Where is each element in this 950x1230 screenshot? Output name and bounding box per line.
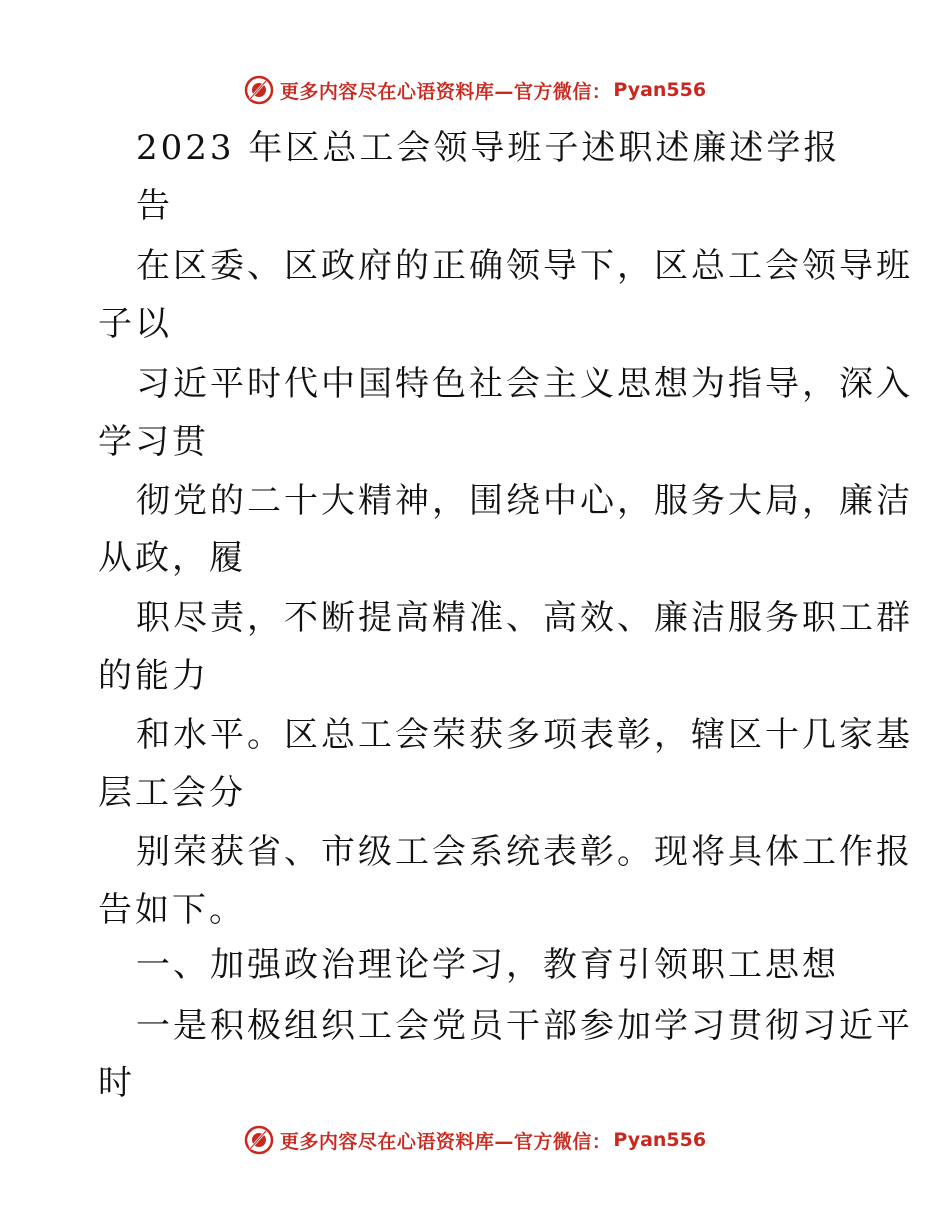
paragraph-line: 习近平时代中国特色社会主义思想为指导，深入: [136, 364, 913, 404]
logo-icon: [244, 1125, 274, 1155]
header-banner: [0, 70, 950, 110]
paragraph-line: 子以: [98, 304, 172, 344]
footer-banner: [0, 1120, 950, 1160]
footer-banner-text: 更多内容尽在心语资料库—官方微信：: [279, 1130, 612, 1153]
header-banner-text: 更多内容尽在心语资料库—官方微信：: [279, 80, 612, 103]
paragraph-line: 彻党的二十大精神，围绕中心，服务大局，廉洁: [136, 481, 913, 521]
paragraph-line: 告如下。: [98, 890, 246, 930]
paragraph-line: 在区委、区政府的正确领导下，区总工会领导班: [136, 246, 913, 286]
paragraph-line: 从政，履: [98, 538, 246, 578]
header-wechat-id: Pyan556: [613, 79, 707, 101]
document-title-line-1: 2023 年区总工会领导班子述职述廉述学报: [136, 128, 841, 168]
paragraph-line: 一是积极组织工会党员干部参加学习贯彻习近平: [136, 1006, 913, 1046]
section-heading: 一、加强政治理论学习，教育引领职工思想: [136, 945, 839, 985]
logo-icon: [244, 75, 274, 105]
footer-wechat-id: Pyan556: [613, 1129, 707, 1151]
paragraph-line: 别荣获省、市级工会系统表彰。现将具体工作报: [136, 832, 913, 872]
paragraph-line: 层工会分: [98, 773, 246, 813]
paragraph-line: 职尽责，不断提高精准、高效、廉洁服务职工群: [136, 598, 913, 638]
paragraph-line: 和水平。区总工会荣获多项表彰，辖区十几家基: [136, 715, 913, 755]
paragraph-line: 时: [98, 1063, 135, 1103]
document-title-line-2: 告: [136, 186, 173, 226]
paragraph-line: 的能力: [98, 656, 209, 696]
paragraph-line: 学习贯: [98, 422, 209, 462]
